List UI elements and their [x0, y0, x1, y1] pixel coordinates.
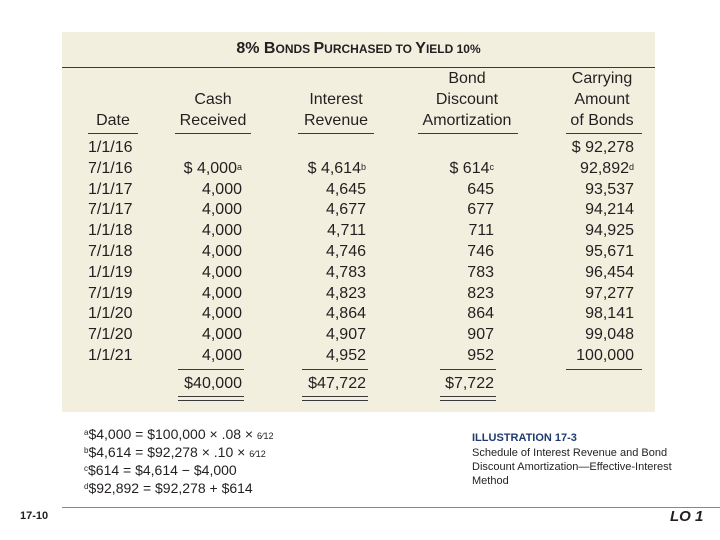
- totals-rule-discount: [440, 369, 496, 370]
- cell-cash: 4,000: [201, 222, 242, 240]
- cell-carrying: 93,537: [585, 180, 634, 198]
- cell-cash: 4,000: [201, 180, 242, 198]
- totals-rule-cash: [178, 369, 244, 370]
- cell-discount: $ 614$^c$: [449, 159, 494, 177]
- cell-carrying: $ 92,278: [571, 139, 634, 156]
- total-cash: $40,000: [184, 375, 242, 392]
- cell-interest: 4,864: [325, 305, 366, 323]
- cell-date: 1/1/17: [88, 180, 133, 198]
- total-discount: $7,722: [445, 375, 494, 392]
- cell-date: 7/1/20: [88, 326, 133, 344]
- cell-cash: 4,000: [201, 326, 242, 344]
- table-title: 8% BONDS PURCHASED TO YIELD 10%: [236, 40, 481, 57]
- cell-date: 7/1/19: [88, 284, 133, 302]
- cell-cash: 4,000: [201, 243, 242, 260]
- cell-cash: 4,000: [201, 284, 242, 302]
- cell-discount: 677: [467, 201, 494, 219]
- cell-date: 7/1/18: [88, 243, 133, 260]
- cell-discount: 711: [468, 222, 494, 240]
- header-rule-carrying: [566, 133, 642, 134]
- header-date: Date: [96, 112, 130, 129]
- cell-cash: 4,000: [201, 263, 242, 281]
- slide-number: 17-10: [20, 510, 49, 522]
- double-rule-discount: [440, 396, 496, 401]
- cell-discount: 864: [467, 305, 494, 323]
- cell-carrying: 98,141: [585, 305, 634, 323]
- footnote-b: $^b$\$4,614 = $92,278 × .10 × 6⁄12: [84, 444, 266, 460]
- footer-rule: [62, 507, 720, 508]
- cell-cash: 4,000: [201, 347, 242, 364]
- cell-interest: 4,677: [325, 201, 366, 219]
- cell-interest: 4,746: [325, 243, 366, 260]
- cell-carrying: 95,671: [585, 243, 634, 260]
- header-discount: Bond Discount Amortization: [422, 70, 512, 129]
- cell-interest: 4,907: [325, 326, 366, 344]
- cell-date: 1/1/21: [88, 347, 133, 364]
- header-rule-interest: [298, 133, 374, 134]
- footnote-c: $^c$\$614 = $4,614 − $4,000: [84, 462, 237, 478]
- header-interest: Interest Revenue: [303, 91, 369, 129]
- footnote-a: $^a$\$4,000 = $100,000 × .08 × 6⁄12: [84, 426, 274, 442]
- cell-discount: 952: [467, 347, 494, 364]
- header-rule-cash: [175, 133, 251, 134]
- cell-interest: 4,783: [325, 263, 366, 281]
- cell-date: 1/1/18: [88, 222, 133, 240]
- cell-interest: $ 4,614$^b$: [307, 159, 366, 177]
- double-rule-cash: [178, 396, 244, 401]
- cell-cash: 4,000: [201, 305, 242, 323]
- cell-date: 1/1/16: [88, 139, 133, 156]
- header-rule-discount: [418, 133, 518, 134]
- cell-carrying: 92,892$^d$: [580, 159, 634, 177]
- cell-carrying: 94,214: [585, 201, 634, 219]
- illustration-caption: Schedule of Interest Revenue and Bond Discount Amortization—Effective-Interest Method: [472, 447, 672, 487]
- double-rule-interest: [302, 396, 368, 401]
- cell-interest: 4,711: [327, 222, 366, 240]
- cell-carrying: 96,454: [585, 263, 634, 281]
- cell-carrying: 99,048: [585, 326, 634, 344]
- illustration-title: ILLUSTRATION 17-3: [472, 432, 577, 444]
- cell-cash: $ 4,000$^a$: [183, 159, 242, 177]
- cell-carrying: 97,277: [585, 284, 634, 302]
- cell-discount: 783: [467, 263, 494, 281]
- cell-discount: 823: [467, 284, 494, 302]
- cell-date: 7/1/16: [88, 159, 133, 177]
- totals-rule-interest: [302, 369, 368, 370]
- cell-carrying: 94,925: [585, 222, 634, 240]
- cell-discount: 746: [467, 243, 494, 260]
- cell-cash: 4,000: [201, 201, 242, 219]
- cell-date: 1/1/20: [88, 305, 133, 323]
- header-rule-date: [88, 133, 138, 134]
- totals-rule-carrying: [566, 369, 642, 370]
- cell-date: 1/1/19: [88, 263, 133, 281]
- learning-objective: LO 1: [670, 508, 704, 525]
- footnote-d: $^d$\$92,892 = $92,278 + $614: [84, 480, 253, 496]
- cell-discount: 907: [467, 326, 494, 344]
- cell-interest: 4,952: [325, 347, 366, 364]
- cell-interest: 4,645: [325, 180, 366, 198]
- cell-date: 7/1/17: [88, 201, 133, 219]
- header-cash: Cash Received: [179, 91, 247, 129]
- cell-discount: 645: [467, 180, 494, 198]
- total-interest: $47,722: [308, 375, 366, 392]
- header-carrying: Carrying Amount of Bonds: [570, 70, 634, 129]
- cell-interest: 4,823: [325, 284, 366, 302]
- cell-carrying: 100,000: [576, 347, 634, 364]
